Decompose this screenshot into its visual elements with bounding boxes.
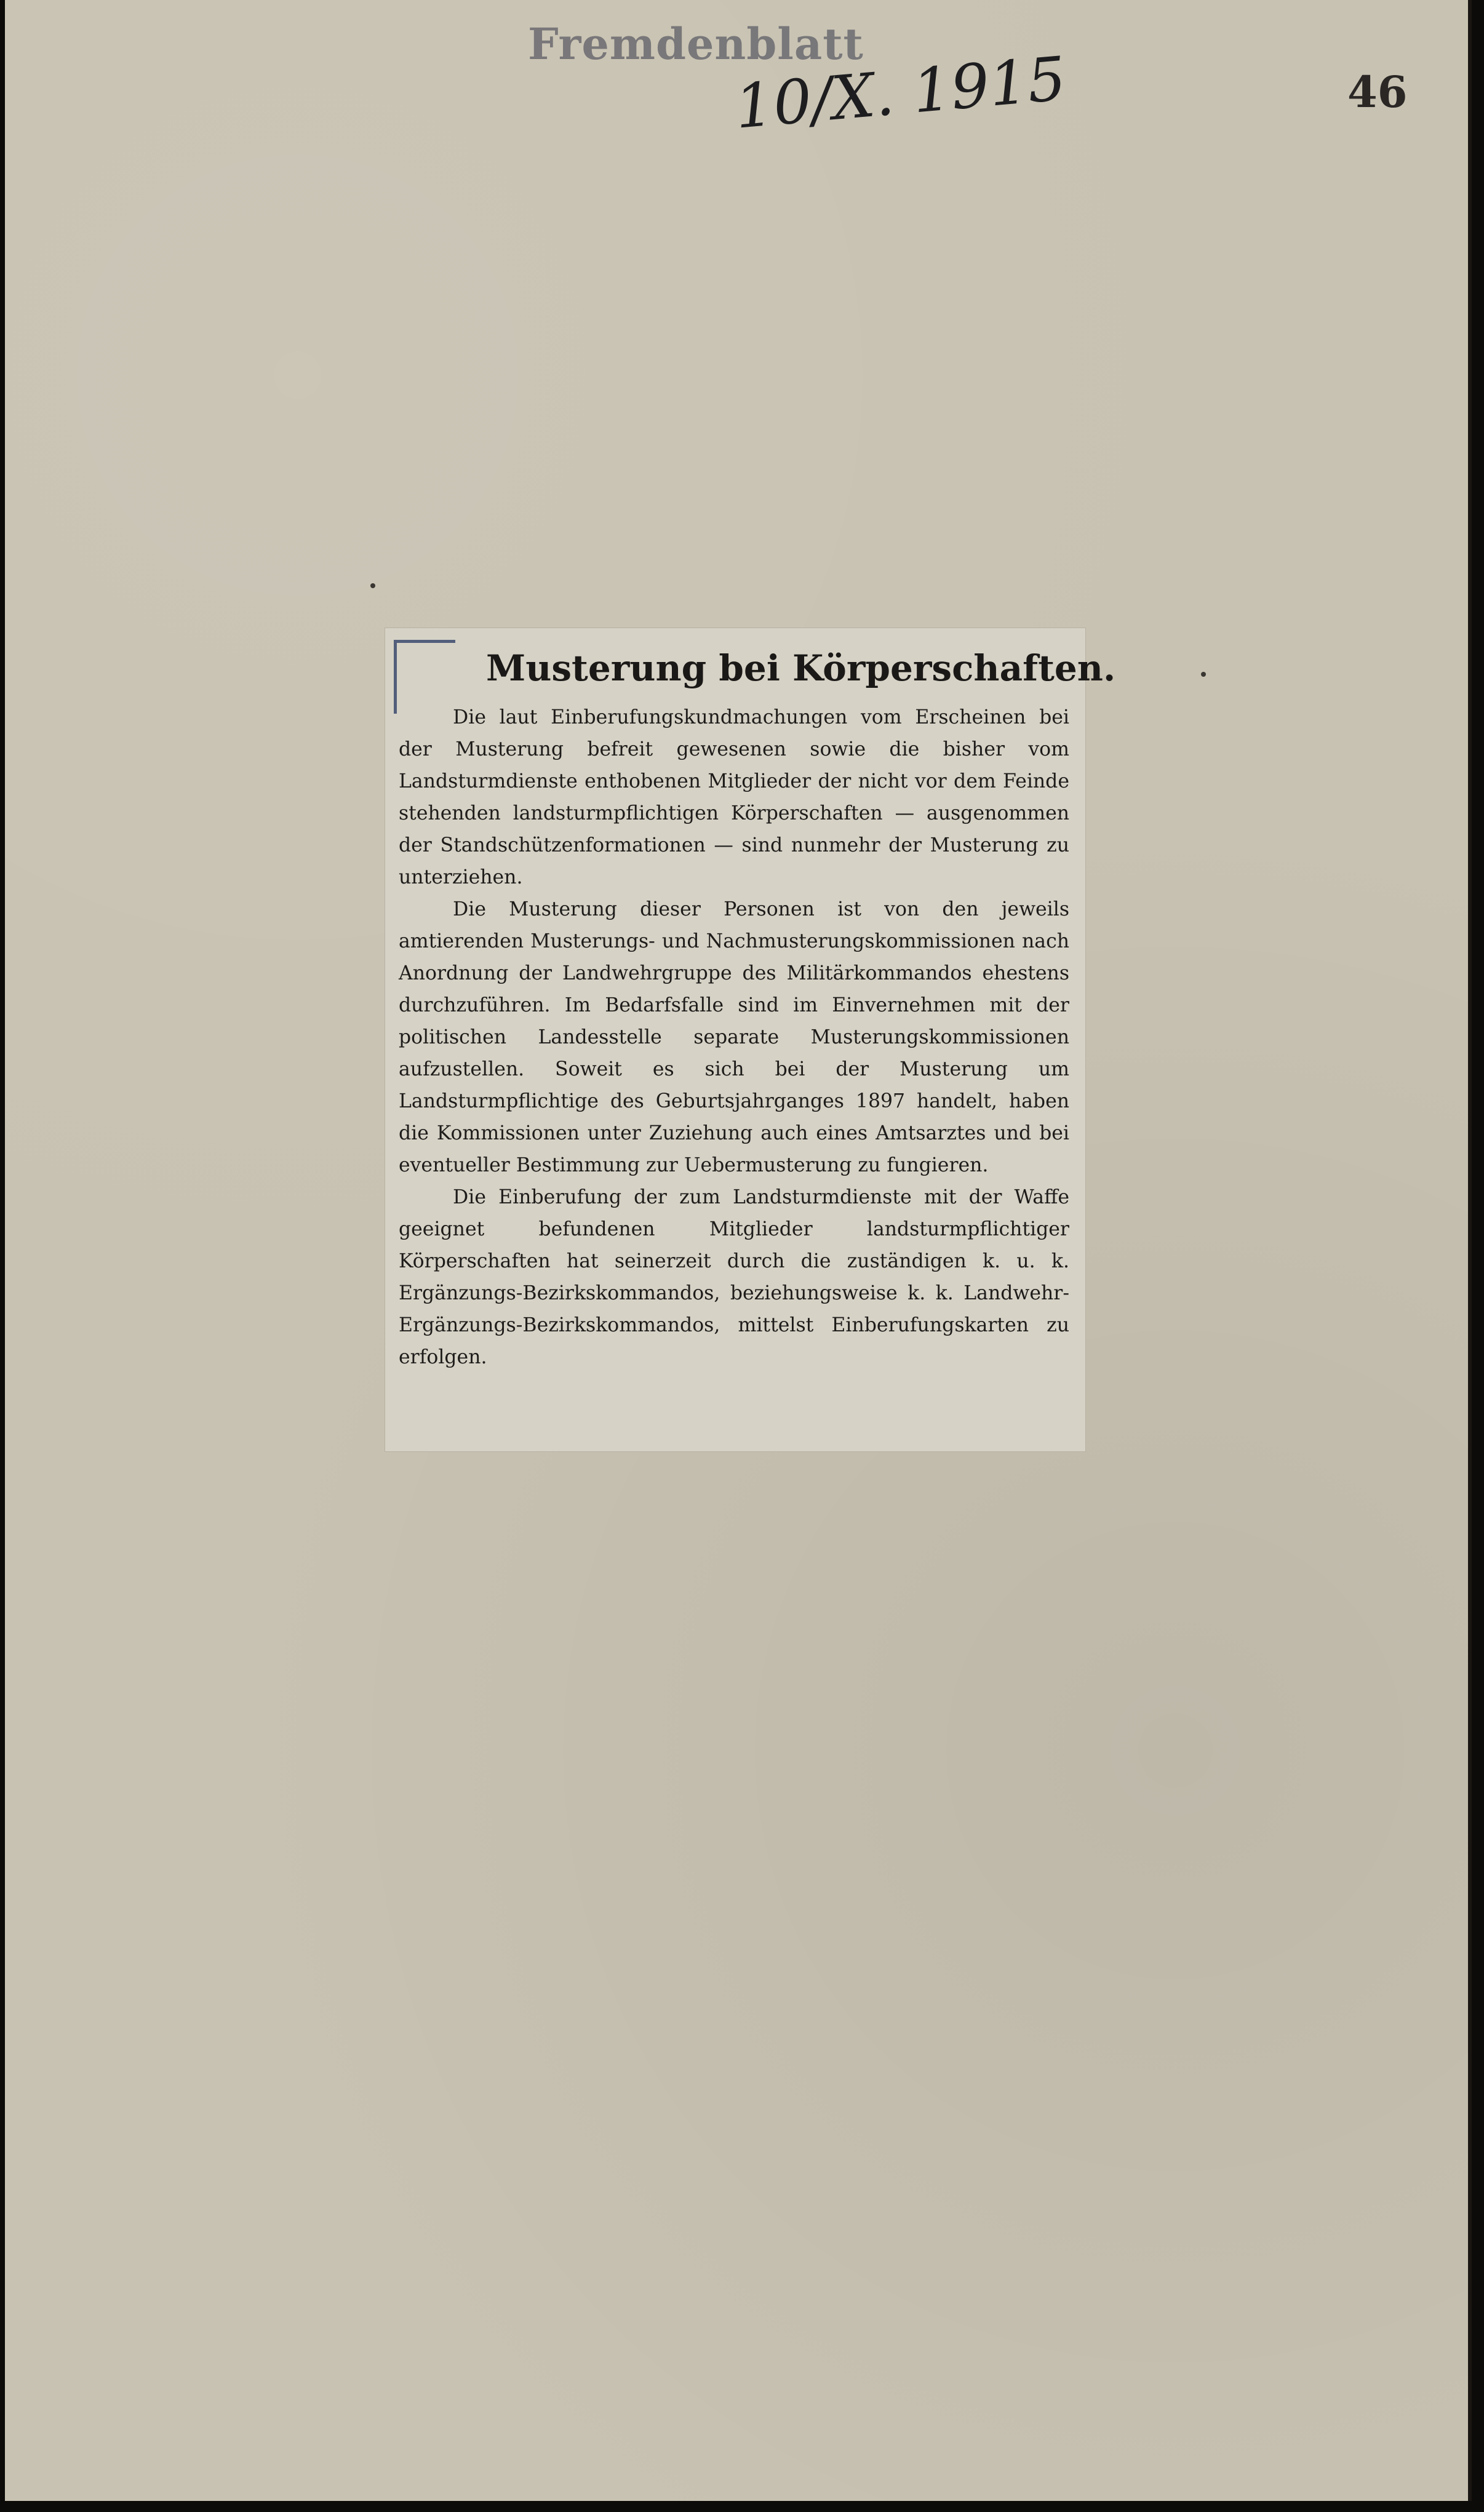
article-paragraph: Die Musterung dieser Personen ist von den jeweils amtierenden Musterungs- und Nachmusterungskommissionen nach Anordnung der Landwehrgruppe des Militärkommandos ehestens durchzuführen. Im Bedarfsfalle sind im Einvernehmen mit der politischen Landesstelle separate Musterungskommissionen aufzustellen. Soweit es sich bei der Musterung um Landsturmpflichtige des Geburtsjahrganges 1897 handelt, haben die Kommissionen unter Zuziehung auch eines Amtsarztes und bei eventueller Bestimmung zur Uebermusterung zu fungieren. <box>399 898 1069 1176</box>
speck-mark <box>1201 672 1206 677</box>
article-paragraph: Die Einberufung der zum Landsturmdienste mit der Waffe geeignet befundenen Mitglieder landsturmpflichtiger Körperschaften hat seinerzeit durch die zuständigen k. u. k. Ergänzungs-Bezirkskommandos, beziehungsweise k. k. Landwehr-Ergänzungs-Bezirkskommandos, mittelst Einberufungskarten zu erfolgen. <box>399 1186 1069 1368</box>
article-title: Musterung bei Körperschaften. <box>486 647 1116 689</box>
article-body <box>399 701 1069 1373</box>
article-paragraph: Die laut Einberufungskundmachungen vom Erscheinen bei der Musterung befreit gewesenen sowie die bisher vom Landsturmdienste enthobenen Mitglieder der nicht vor dem Feinde stehenden landsturmpflichtigen Körperschaften — ausgenommen der Standschützenformationen — sind nunmehr der Musterung zu unterziehen. <box>399 706 1069 888</box>
page-number: 46 <box>1347 66 1408 118</box>
handwritten-date: 10/X. 1915 <box>732 44 1069 143</box>
speck-mark <box>370 583 375 588</box>
newspaper-stamp: Fremdenblatt <box>528 18 864 70</box>
